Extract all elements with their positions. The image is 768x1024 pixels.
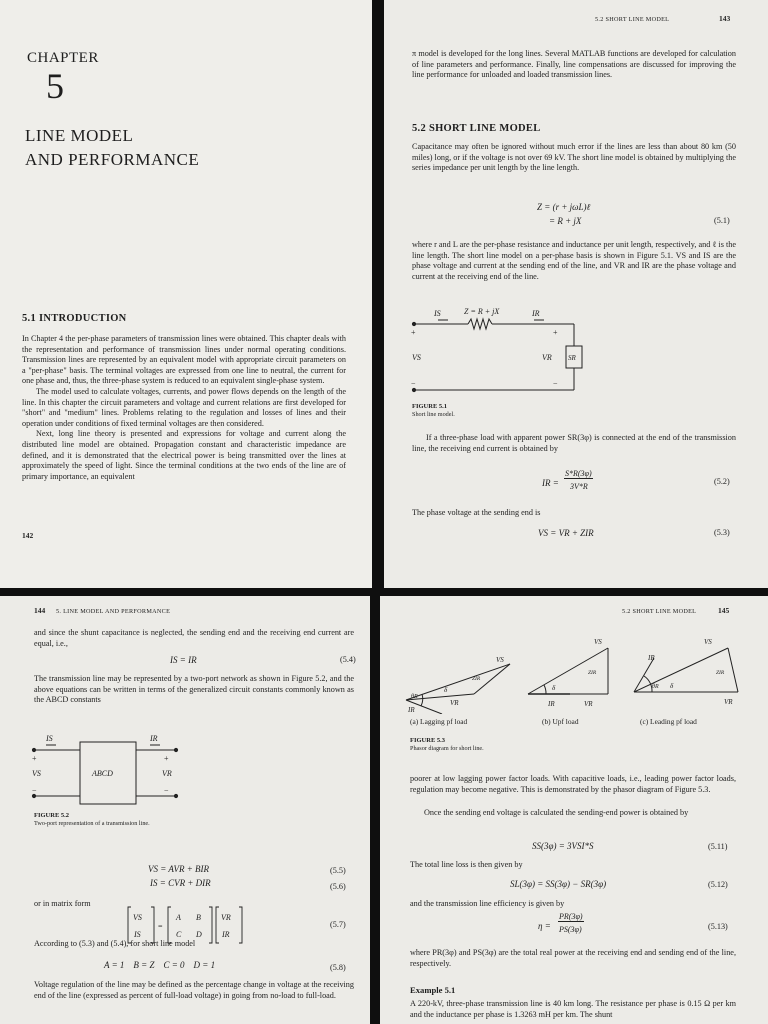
fig1-sr-label: SR [568, 354, 576, 362]
page-number: 142 [22, 531, 34, 540]
fig1-minus-left: − [411, 379, 416, 388]
intro-paragraph-1: In Chapter 4 the per-phase parameters of transmission lines were obtained. This chapter deals with the representation and performance of transmission lines under normal operating conditions. Transmission lines are represented by an equivalent model with appropriate circuit parameters on a "per-phase" basis. The terminal voltages are expressed from one line to neutral, the current for one phase and, thus, the three-phase system is reduced to an equivalent single-phase system. [22, 334, 346, 386]
figure-5-3-label: FIGURE 5.3 [410, 737, 446, 744]
equation-5-1-line2: = R + jX [549, 216, 582, 226]
fig2-box-label: ABCD [92, 769, 113, 778]
chapter-title-line1: LINE MODEL [25, 126, 134, 145]
binding-gutter-top [372, 0, 384, 596]
fig1-z-label: Z = R + jX [464, 307, 500, 316]
equation-5-13-lhs: η = [538, 921, 551, 931]
phasor-b-zi: ZIR [588, 670, 597, 676]
fig2-minus-right: − [164, 786, 169, 795]
phasor-c-vs: VS [704, 638, 712, 646]
phasor-a-vr: VR [450, 699, 459, 707]
matrix-ir: IR [222, 930, 230, 939]
phasor-b-ir: IR [548, 700, 555, 708]
phasor-a-theta: θR [411, 694, 418, 700]
figure-5-2-label: FIGURE 5.2 [34, 812, 70, 819]
paragraph-where-power: where PR(3φ) and PS(3φ) are the total real power at the receiving end and sending end of the line, respectively. [410, 948, 736, 968]
subcaption-lagging: (a) Lagging pf load [410, 717, 468, 726]
matrix-b: B [196, 913, 201, 922]
page-number: 143 [719, 14, 731, 23]
equation-number-5-2: (5.2) [714, 477, 730, 486]
fig2-ir-label: IR [150, 734, 158, 743]
paragraph-sending-power: Once the sending end voltage is calculated the sending-end power is obtained by [424, 808, 689, 817]
fig2-vr-label: VR [162, 769, 172, 778]
equation-5-13-numerator: PR(3φ) [559, 912, 583, 921]
equation-number-5-12: (5.12) [708, 880, 728, 889]
phasor-c-vr: VR [724, 698, 733, 706]
paragraph-line-loss: The total line loss is then given by [410, 860, 523, 869]
phasor-b-vr: VR [584, 700, 593, 708]
intro-paragraph-3: Next, long line theory is presented and expressions for voltage and current along the distributed line model are obtained. Propagation constant and characteristic impedance are defined, and it is demonstrated that the electrical power is being transmitted over the lines at approximately the speed of light. Since the terminal conditions at the two ends of the line are of primary importance, an equivalent [22, 429, 346, 481]
example-heading: Example 5.1 [410, 985, 456, 995]
figure-5-2-caption: Two-port representation of a transmission line. [34, 820, 150, 827]
paragraph-regulation: Voltage regulation of the line may be defined as the percentage change in voltage at the receiving end of the line (expressed as percent of full-load voltage) in going from no-load to full-load. [34, 980, 354, 1000]
matrix-vr: VR [221, 913, 231, 922]
phasor-a-zi: ZIR [472, 676, 481, 682]
matrix-intro: or in matrix form [34, 899, 91, 908]
matrix-vs: VS [133, 913, 142, 922]
subcaption-leading: (c) Leading pf load [640, 717, 697, 726]
equation-number-5-3: (5.3) [714, 528, 730, 537]
matrix-equals: = [158, 922, 163, 931]
phasor-c-ir: IR [648, 654, 655, 662]
equation-5-6: IS = CVR + DIR [150, 878, 211, 888]
fig2-minus-left: − [32, 786, 37, 795]
equation-5-2-lhs: IR = [542, 478, 559, 488]
fig1-plus-right: + [553, 328, 558, 337]
paragraph-shunt: and since the shunt capacitance is neglected, the sending end and the receiving end current are equal, i.e., [34, 628, 354, 648]
matrix-a: A [176, 913, 181, 922]
fig2-plus-right: + [164, 754, 169, 763]
running-head: 5. LINE MODEL AND PERFORMANCE [56, 608, 171, 615]
intro-paragraph-2: The model used to calculate voltages, currents, and power flows depends on the length of the line. In this chapter the circuit parameters and voltage and current relations are first developed for "short" and "medium" lines. Problems relating to the regulation and losses of lines and their operation under conditions of fixed terminal voltages are then considered. [22, 386, 346, 428]
intro-text [22, 334, 346, 482]
phasor-b-delta: δ [552, 684, 556, 692]
figure-5-1-label: FIGURE 5.1 [412, 403, 448, 410]
equation-number-5-13: (5.13) [708, 922, 728, 931]
fig1-plus-left: + [411, 328, 416, 337]
fig1-minus-right: − [553, 379, 558, 388]
subcaption-upf: (b) Upf load [542, 717, 579, 726]
chapter-word: CHAPTER [27, 50, 99, 66]
fig2-plus-left: + [32, 754, 37, 763]
equation-5-5: VS = AVR + BIR [148, 864, 210, 874]
page-number: 144 [34, 606, 46, 615]
fig1-ir-label: IR [532, 309, 540, 318]
section-heading-short-line: 5.2 SHORT LINE MODEL [412, 123, 541, 134]
equation-number-5-6: (5.6) [330, 882, 346, 891]
paragraph-top: π model is developed for the long lines. Several MATLAB functions are developed for calculation of line parameters and performance. Finally, line compensations are discussed for improving the line performance for unloaded and loaded transmission lines. [412, 49, 736, 80]
equation-5-12: SL(3φ) = SS(3φ) − SR(3φ) [510, 879, 607, 889]
chapter-title-line2: AND PERFORMANCE [25, 150, 200, 169]
page-142 [0, 0, 372, 588]
equation-number-5-11: (5.11) [708, 842, 728, 851]
running-head: 5.2 SHORT LINE MODEL [595, 16, 670, 23]
chapter-number: 5 [46, 66, 64, 106]
equation-5-2-numerator: S*R(3φ) [565, 469, 592, 478]
running-head: 5.2 SHORT LINE MODEL [622, 608, 697, 615]
phasor-b-vs: VS [594, 638, 602, 646]
figure-5-2-two-port-network [30, 732, 180, 810]
phasor-c-theta: θR [652, 684, 659, 690]
equation-number-5-5: (5.5) [330, 866, 346, 875]
binding-gutter-bottom [370, 588, 380, 1024]
equation-number-5-4: (5.4) [340, 655, 356, 664]
page-145 [380, 596, 768, 1024]
paragraph-according: According to (5.3) and (5.4), for short line model [34, 939, 196, 948]
paragraph-where: where r and L are the per-phase resistance and inductance per unit length, respectively, and ℓ is the line length. The short line model on a per-phase basis is shown in Figure 5.1. VS and IS are the phase voltage and current at the sending end of the line, and VR and IR are the phase voltage and current at the receiving end of the line. [412, 240, 736, 281]
equation-5-2-denominator: 3V*R [570, 482, 588, 491]
equation-number-5-1: (5.1) [714, 216, 730, 225]
equation-5-3: VS = VR + ZIR [538, 528, 594, 538]
figure-5-3-caption: Phasor diagram for short line. [410, 745, 484, 752]
equation-5-1-line1: Z = (r + jωL)ℓ [537, 202, 591, 212]
fig2-is-label: IS [46, 734, 53, 743]
equation-5-13-denominator: PS(3φ) [559, 925, 582, 934]
example-text: A 220-kV, three-phase transmission line is 40 km long. The resistance per phase is 0.15 Ω per km and the inductance per phase is 1.3263 mH per km. The shunt [410, 999, 736, 1019]
matrix-c: C [176, 930, 182, 939]
matrix-d: D [196, 930, 202, 939]
matrix-is: IS [134, 930, 141, 939]
phasor-c-delta: δ [670, 682, 674, 690]
phasor-a-ir: IR [408, 706, 415, 714]
page-143 [384, 0, 768, 588]
paragraph-capacitance: Capacitance may often be ignored without much error if the lines are less than about 80 km (50 miles) long, or if the voltage is not over 69 kV. The short line model is obtained by multiplying the series impedance per unit length by the line length. [412, 142, 736, 173]
equation-5-4: IS = IR [170, 655, 197, 665]
page-divider [0, 588, 768, 596]
paragraph-two-port: The transmission line may be represented by a two-port network as shown in Figure 5.2, and the above equations can be written in terms of the generalized circuit constants commonly known as the ABCD constants [34, 674, 354, 705]
figure-5-3-phasor-diagrams [398, 634, 748, 714]
phasor-a-delta: δ [444, 686, 448, 694]
page-number: 145 [718, 606, 730, 615]
equation-5-8: A = 1 B = Z C = 0 D = 1 [104, 960, 216, 970]
equation-number-5-8: (5.8) [330, 963, 346, 972]
fig1-vr-label: VR [542, 353, 552, 362]
paragraph-three-phase-load: If a three-phase load with apparent power SR(3φ) is connected at the end of the transmission line, the receiving end current is obtained by [412, 433, 736, 453]
phasor-a-vs: VS [496, 656, 504, 664]
phasor-c-zi: ZIR [716, 670, 725, 676]
fig1-is-label: IS [434, 309, 441, 318]
figure-5-1-caption: Short line model. [412, 411, 455, 418]
page-144 [0, 596, 370, 1024]
section-heading-introduction: 5.1 INTRODUCTION [22, 313, 127, 324]
fig1-vs-label: VS [412, 353, 421, 362]
equation-number-5-7: (5.7) [330, 920, 346, 929]
paragraph-poorer: poorer at low lagging power factor loads. With capacitive loads, i.e., leading power factor loads, regulation may become negative. This is demonstrated by the phasor diagram of Figure 5.3. [410, 774, 736, 794]
fig2-vs-label: VS [32, 769, 41, 778]
figure-5-1-short-line-circuit [408, 302, 598, 402]
paragraph-phase-voltage: The phase voltage at the sending end is [412, 508, 541, 517]
paragraph-efficiency: and the transmission line efficiency is given by [410, 899, 565, 908]
equation-5-11: SS(3φ) = 3VSI*S [532, 841, 594, 851]
